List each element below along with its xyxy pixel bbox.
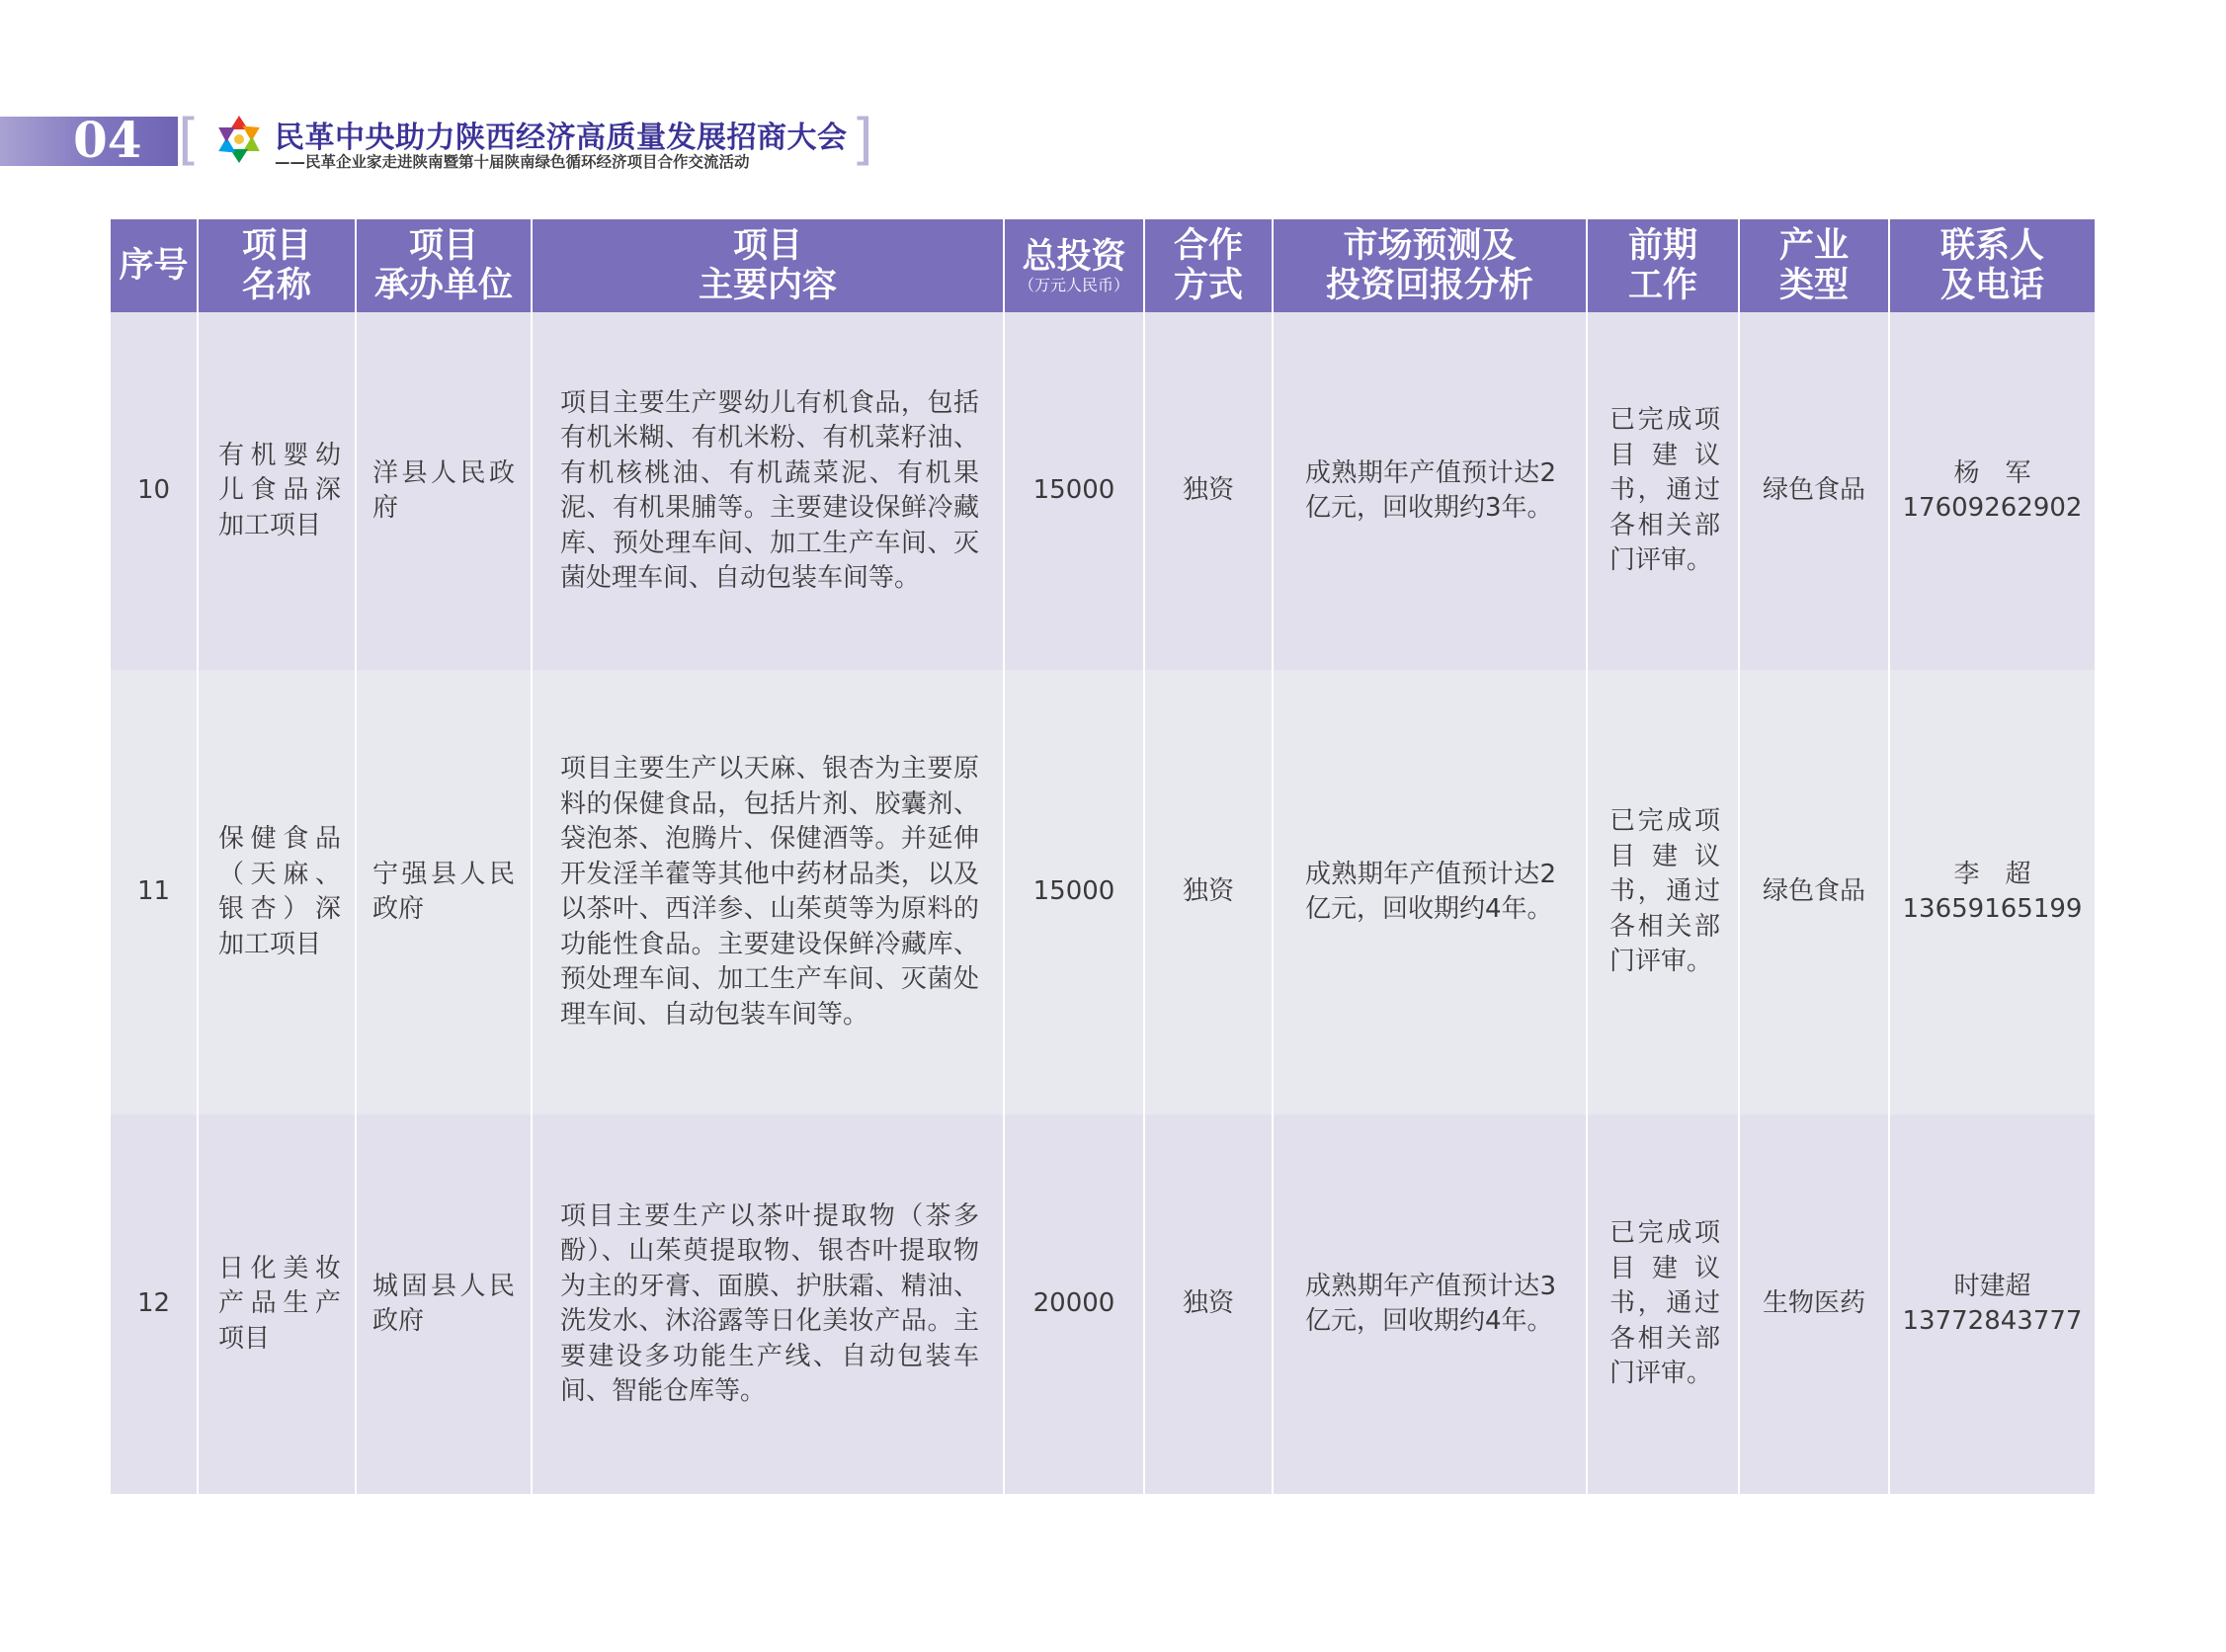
header-investment: 总投资 （万元人民币） xyxy=(1004,219,1144,312)
header-contact: 联系人 及电话 xyxy=(1889,219,2095,312)
cell-investment: 15000 xyxy=(1004,312,1144,670)
cell-forecast: 成熟期年产值预计达2亿元，回收期约3年。 xyxy=(1273,312,1587,670)
contact-phone: 13772843777 xyxy=(1902,1306,2083,1336)
cell-seq: 10 xyxy=(111,312,198,670)
cell-contact xyxy=(1889,312,2095,670)
cell-contact xyxy=(1889,1115,2095,1494)
header-industry: 产业 类型 xyxy=(1739,219,1889,312)
header-bracket-left: [ xyxy=(178,108,200,172)
cell-prework: 已完成项目建议书，通过各相关部门评审。 xyxy=(1587,670,1739,1115)
cell-name: 保健食品（天麻、银杏）深加工项目 xyxy=(198,670,356,1115)
contact-name: 李 超 xyxy=(1953,860,2031,889)
table-row xyxy=(111,312,2095,670)
cell-contact xyxy=(1889,670,2095,1115)
cell-mode: 独资 xyxy=(1144,1115,1273,1494)
header-prework: 前期 工作 xyxy=(1587,219,1739,312)
cell-mode: 独资 xyxy=(1144,670,1273,1115)
page-number: 04 xyxy=(73,111,142,169)
cell-mode: 独资 xyxy=(1144,312,1273,670)
header-seq: 序号 xyxy=(111,219,198,312)
table-row xyxy=(111,670,2095,1115)
cell-seq: 12 xyxy=(111,1115,198,1494)
project-table xyxy=(111,219,2095,1494)
conference-title: 民革中央助力陕西经济高质量发展招商大会 xyxy=(275,121,848,155)
cell-content: 项目主要生产以天麻、银杏为主要原料的保健食品，包括片剂、胶囊剂、袋泡茶、泡腾片、保健酒等。并延伸开发淫羊藿等其他中药材品类，以及以茶叶、西洋参、山茱萸等为原料的功能性食品。主要建设保鲜冷藏库、预处理车间、加工生产车间、灭菌处理车间、自动包装车间等。 xyxy=(532,670,1004,1115)
table-row xyxy=(111,1115,2095,1494)
header-unit: 项目 承办单位 xyxy=(356,219,532,312)
conference-logo-icon xyxy=(211,112,267,167)
cell-name: 有机婴幼儿食品深加工项目 xyxy=(198,312,356,670)
cell-investment: 20000 xyxy=(1004,1115,1144,1494)
header-content: 项目 主要内容 xyxy=(532,219,1004,312)
cell-investment: 15000 xyxy=(1004,670,1144,1115)
conference-subtitle: ——民革企业家走进陕南暨第十届陕南绿色循环经济项目合作交流活动 xyxy=(275,153,750,171)
cell-forecast: 成熟期年产值预计达3亿元，回收期约4年。 xyxy=(1273,1115,1587,1494)
header-bracket-right: ] xyxy=(852,108,873,172)
cell-forecast: 成熟期年产值预计达2亿元，回收期约4年。 xyxy=(1273,670,1587,1115)
contact-phone: 13659165199 xyxy=(1902,894,2083,924)
cell-unit: 城固县人民政府 xyxy=(356,1115,532,1494)
cell-industry: 生物医药 xyxy=(1739,1115,1889,1494)
contact-name: 杨 军 xyxy=(1953,458,2031,488)
header-forecast: 市场预测及 投资回报分析 xyxy=(1273,219,1587,312)
contact-name: 时建超 xyxy=(1953,1272,2031,1301)
cell-industry: 绿色食品 xyxy=(1739,312,1889,670)
cell-seq: 11 xyxy=(111,670,198,1115)
header-name: 项目 名称 xyxy=(198,219,356,312)
cell-prework: 已完成项目建议书，通过各相关部门评审。 xyxy=(1587,312,1739,670)
cell-industry: 绿色食品 xyxy=(1739,670,1889,1115)
cell-content: 项目主要生产婴幼儿有机食品，包括有机米糊、有机米粉、有机菜籽油、有机核桃油、有机蔬菜泥、有机果泥、有机果脯等。主要建设保鲜冷藏库、预处理车间、加工生产车间、灭菌处理车间、自动包装车间等。 xyxy=(532,312,1004,670)
cell-prework: 已完成项目建议书，通过各相关部门评审。 xyxy=(1587,1115,1739,1494)
cell-content: 项目主要生产以茶叶提取物（茶多酚）、山茱萸提取物、银杏叶提取物为主的牙膏、面膜、护肤霜、精油、洗发水、沐浴露等日化美妆产品。主要建设多功能生产线、自动包装车间、智能仓库等。 xyxy=(532,1115,1004,1494)
cell-unit: 洋县人民政府 xyxy=(356,312,532,670)
contact-phone: 17609262902 xyxy=(1902,493,2083,523)
table-header-row xyxy=(111,219,2095,312)
header-mode: 合作 方式 xyxy=(1144,219,1273,312)
cell-unit: 宁强县人民政府 xyxy=(356,670,532,1115)
cell-name: 日化美妆产品生产项目 xyxy=(198,1115,356,1494)
